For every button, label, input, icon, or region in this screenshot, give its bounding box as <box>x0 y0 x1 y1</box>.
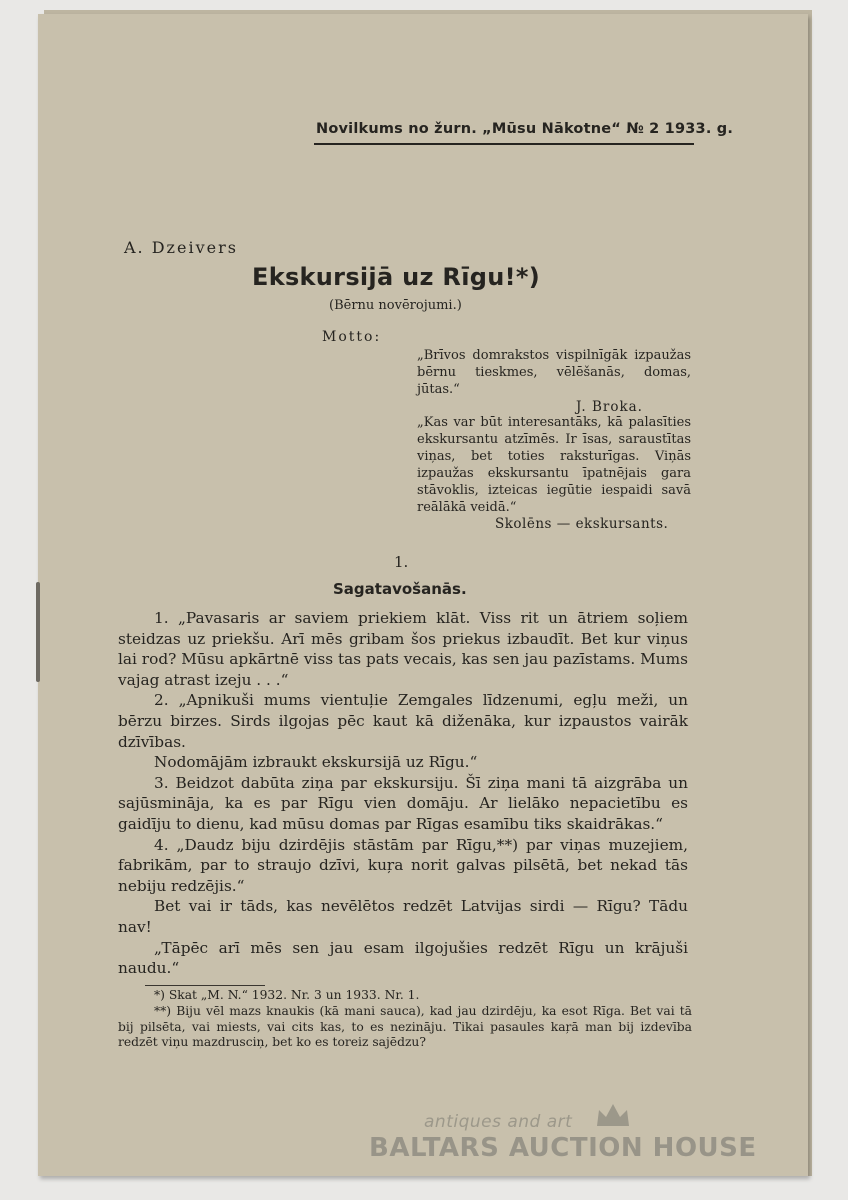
footnotes <box>118 988 692 1051</box>
footnote: *) Skat „M. N.“ 1932. Nr. 3 un 1933. Nr. 1. <box>154 988 420 1002</box>
paragraph: „Tāpēc arī mēs sen jau esam ilgojušies redzēt Rīgu un krājuši naudu.“ <box>118 938 688 978</box>
body-text <box>118 608 688 979</box>
paragraph: 4. „Daudz biju dzirdējis stāstām par Rīgu,**) par viņas muzejiem, fabrikām, par to straujo dzīvi, kuŗa norit galvas pilsētā, bet nekad tās nebiju redzējis.“ <box>118 835 688 895</box>
subtitle: (Bērnu novērojumi.) <box>329 298 462 313</box>
paragraph: 1. „Pavasaris ar saviem priekiem klāt. Viss rit un ātriem soļiem steidzas uz priekšu. Arī mēs gribam šos priekus izbaudīt. Bet kur viņus lai rod? Mūsu apkārtnē viss tas pats vecais, kas sen jau pazīstams. Mums vajag atrast izeju . . .“ <box>118 609 688 689</box>
page-title: Ekskursijā uz Rīgu!*) <box>252 263 540 291</box>
paragraph: 2. „Apnikuši mums vientuļie Zemgales līdzenumi, egļu meži, un bērzu birzes. Sirds ilgojas pēc kaut kā diženāka, kur izpaustos vairāk dzīvības. <box>118 691 688 751</box>
crown-icon <box>595 1102 631 1128</box>
motto-label: Motto: <box>322 329 382 345</box>
motto-quote-2: „Kas var būt interesantāks, kā palasīties ekskursantu atzīmēs. Ir īsas, saraustītas viņas, bet toties raksturīgas. Viņās izpaužas ekskursantu īpatnējais gara stāvoklis, izteicas iegūtie iespaidi savā reālākā veidā.“ <box>417 415 691 515</box>
header-rule <box>314 143 694 145</box>
staple <box>36 582 40 682</box>
watermark-brand: BALTARS AUCTION HOUSE <box>369 1133 757 1163</box>
footnote: **) Biju vēl mazs knaukis (kā mani sauca), kad jau dzirdēju, ka esot Rīga. Bet vai tā bij pilsēta, vai miests, vai cits kas, to es nezināju. Tikai pasaules kaŗā man bij izdevība redzēt viņu mazdrusciņ, bet ko es toreiz sajēdzu? <box>118 1003 692 1050</box>
header-note: Novilkums no žurn. „Mūsu Nākotne“ № 2 1933. g. <box>316 121 734 137</box>
motto-attribution-1: J. Broka. <box>576 399 643 415</box>
section-title: Sagatavošanās. <box>333 580 467 598</box>
footnote-rule <box>145 985 265 986</box>
watermark-tagline: antiques and art <box>424 1112 573 1132</box>
section-number: 1. <box>394 553 409 571</box>
motto-quote-1: „Brīvos domrakstos vispilnīgāk izpaužas bērnu tieskmes, vēlēšanās, domas, jūtas.“ <box>417 348 691 397</box>
paragraph: Bet vai ir tāds, kas nevēlētos redzēt Latvijas sirdi — Rīgu? Tādu nav! <box>118 897 688 936</box>
author-name: A. Dzeivers <box>124 238 238 257</box>
motto-attribution-2: Skolēns — ekskursants. <box>495 516 669 532</box>
paragraph: 3. Beidzot dabūta ziņa par ekskursiju. Šī ziņa mani tā aizgrāba un sajūsmināja, ka es par Rīgu vien domāju. Ar lielāko nepacietību es gaidīju to dienu, kad mūsu domas par Rīgas esamību tiks skaidrākas.“ <box>118 773 688 833</box>
paragraph: Nodomājām izbraukt ekskursijā uz Rīgu.“ <box>154 753 478 772</box>
